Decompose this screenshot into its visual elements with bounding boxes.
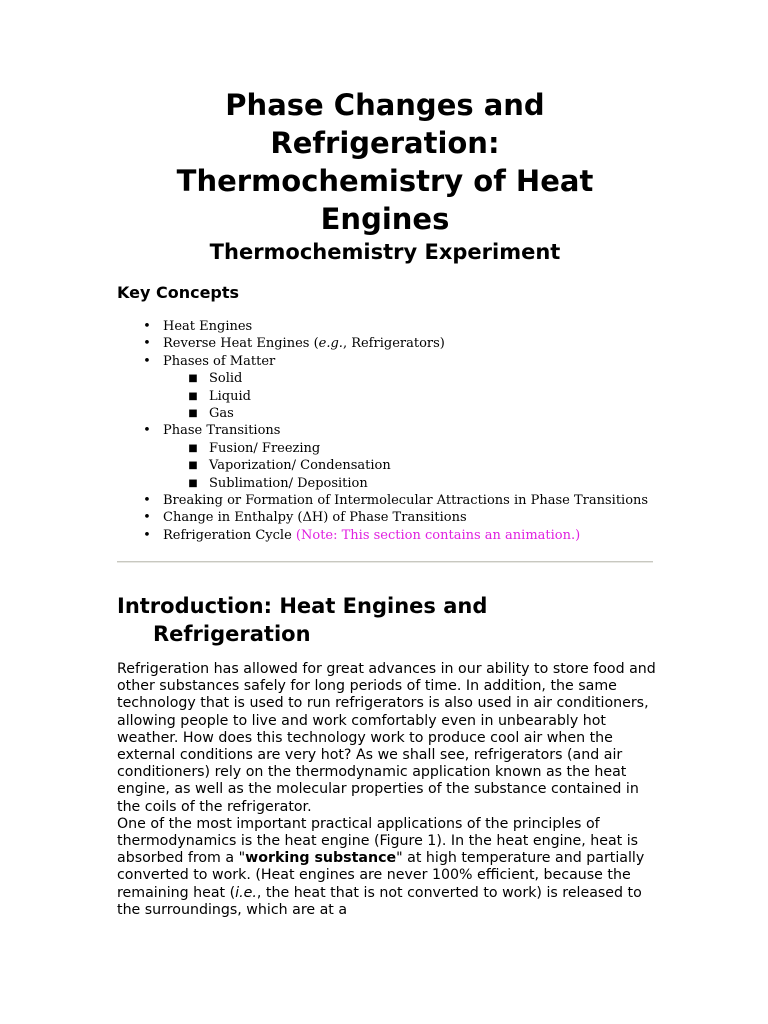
bullet-icon: • [143,423,151,439]
animation-note-link[interactable]: (Note: This section contains an animation.) [295,527,581,543]
bullet-icon: • [143,336,151,352]
sub-list-item [117,370,677,387]
list-item-text: Vaporization/ Condensation [209,458,391,474]
list-item [117,353,677,370]
bullet-icon: • [143,493,151,509]
introduction-paragraph-2 [117,816,657,919]
list-item-text: Sublimation/ Deposition [209,475,368,491]
square-bullet-icon: ■ [188,442,198,454]
list-item-text: Change in Enthalpy (ΔH) of Phase Transitions [163,510,467,526]
sub-list-item [117,440,677,457]
page-subtitle: Thermochemistry Experiment [209,240,561,264]
list-item [117,527,677,544]
list-item-emphasis: e.g. [318,336,343,352]
square-bullet-icon: ■ [188,477,198,489]
list-item [117,318,677,335]
introduction-paragraph-1: Refrigeration has allowed for great advances in our ability to store food and other substances safely for long periods of time. In addition, the same technology that is used to run refrigerators is also used in air conditioners, allowing people to live and work comfortably even in unbearably hot weather. How does this technology work to produce cool air when the external conditions are very hot? As we shall see, refrigerators (and air conditioners) rely on the thermodynamic application known as the heat engine, as well as the molecular properties of the substance contained in the coils of the refrigerator. [117,661,656,815]
list-item-text: Breaking or Formation of Intermolecular Attractions in Phase Transitions [163,493,649,509]
list-item-text: Refrigeration Cycle [163,527,296,543]
working-substance-term: working substance [245,850,397,867]
bullet-icon: • [143,353,151,369]
list-item [117,509,677,526]
sub-list-item [117,388,677,405]
paragraph-text: One of the most important practical applications of the principles of thermodynamics is the heat engine (Figure 1). In the heat engine, heat is absorbed from a " [117,815,639,867]
section-divider [117,561,653,563]
sub-list-item [117,457,677,474]
introduction-heading-line2: Refrigeration [153,622,311,646]
list-item-text: Heat Engines [163,319,253,334]
list-item [117,422,677,439]
bullet-icon: • [143,319,151,334]
bullet-icon: • [143,510,151,526]
sub-list-item [117,405,677,422]
list-item-text: Fusion/ Freezing [209,440,321,456]
key-concepts-heading: Key Concepts [117,283,240,302]
list-item-text: , Refrigerators) [342,336,445,352]
bullet-icon: • [143,527,151,543]
page-title: Phase Changes and Refrigeration: Thermochemistry of Heat Engines [176,88,594,236]
list-item-text: Phase Transitions [163,423,281,439]
sub-list-item [117,475,677,492]
square-bullet-icon: ■ [188,373,198,385]
paragraph-emphasis: i.e. [235,884,257,901]
key-concepts-list [117,318,677,544]
introduction-heading [117,592,637,648]
paragraph-text: , the heat that is not converted to work) is released to the surroundings, which are at a [117,884,642,918]
square-bullet-icon: ■ [188,390,198,402]
list-item-text: Solid [209,371,243,387]
list-item-text: Phases of Matter [163,353,276,369]
paragraph-text: " at high temperature and partially converted to work. (Heat engines are never 100% efficient, because the remaining heat ( [117,850,645,901]
list-item-text: Reverse Heat Engines ( [163,336,319,352]
introduction-body [117,661,657,919]
list-item-text: Liquid [209,388,251,404]
square-bullet-icon: ■ [188,460,198,472]
square-bullet-icon: ■ [188,408,198,420]
list-item [117,335,677,352]
introduction-heading-line1: Introduction: Heat Engines and [117,594,488,618]
list-item-text: Gas [209,406,234,422]
list-item [117,492,677,509]
